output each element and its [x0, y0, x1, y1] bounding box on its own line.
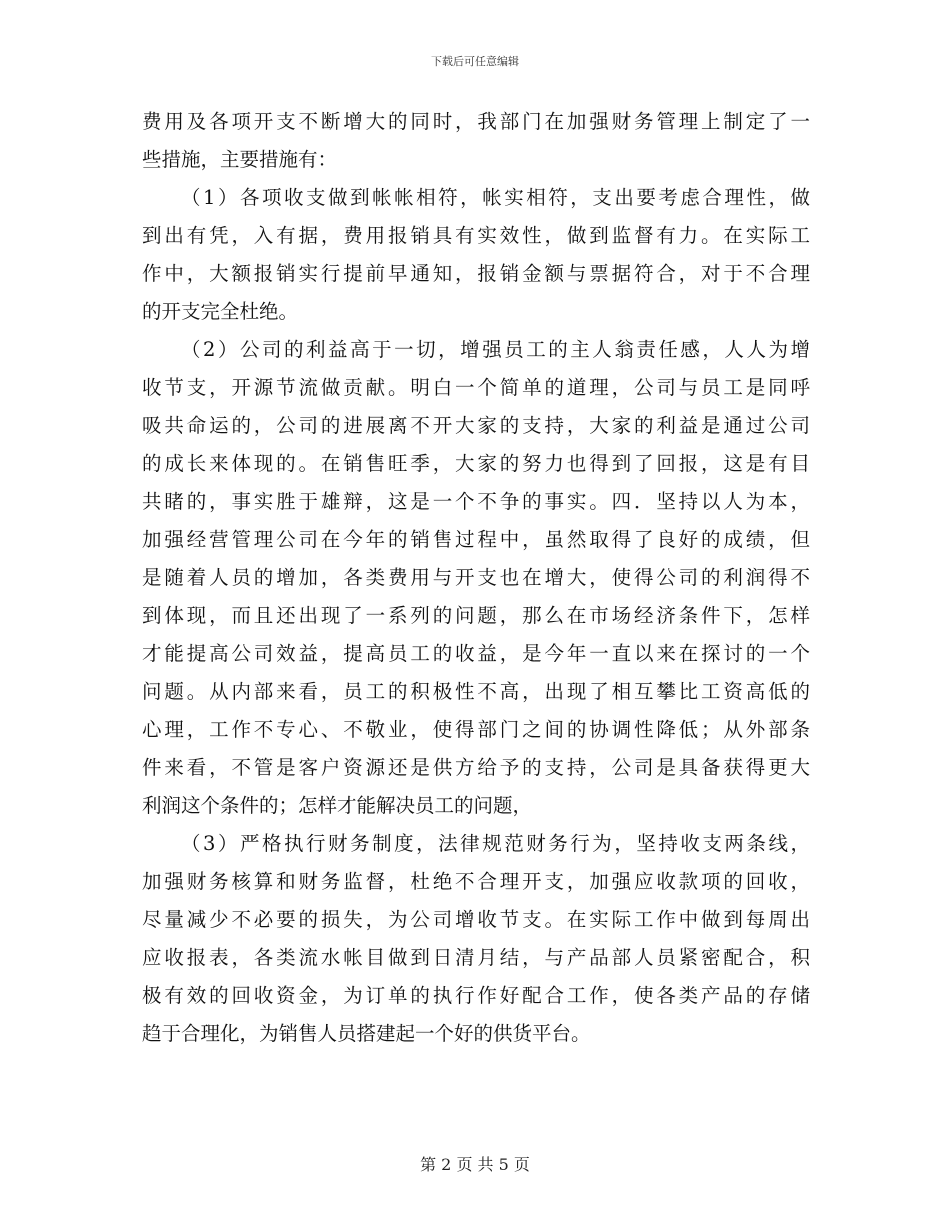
text-line: 是随着人员的增加，各类费用与开支也在增大，使得公司的利润得不 [142, 566, 810, 589]
text-line: 收节支，开源节流做贡献。明白一个简单的道理，公司与员工是同呼 [142, 376, 810, 399]
text-line: 些措施，主要措施有： [142, 148, 338, 171]
text-line: 尽量减少不必要的损失，为公司增收节支。在实际工作中做到每周出 [142, 908, 810, 931]
text-line: 问题。从内部来看，员工的积极性不高，出现了相互攀比工资高低的 [142, 680, 810, 703]
text-line: 心理，工作不专心、不敬业，使得部门之间的协调性降低；从外部条 [142, 718, 810, 741]
text-line: 到体现，而且还出现了一系列的问题，那么在市场经济条件下，怎样 [142, 604, 810, 627]
text-line: 才能提高公司效益，提高员工的收益，是今年一直以来在探讨的一个 [142, 642, 810, 665]
text-line: 加强经营管理公司在今年的销售过程中，虽然取得了良好的成绩，但 [142, 528, 810, 551]
text-line: 的成长来体现的。在销售旺季，大家的努力也得到了回报，这是有目 [142, 452, 810, 475]
text-line: 到出有凭，入有据，费用报销具有实效性，做到监督有力。在实际工 [142, 224, 810, 247]
document-body [142, 103, 810, 1053]
text-line: 的开支完全杜绝。 [142, 300, 299, 323]
text-line: 共睹的，事实胜于雄辩，这是一个不争的事实。四．坚持以人为本， [142, 490, 810, 513]
text-line: 利润这个条件的；怎样才能解决员工的问题， [142, 794, 533, 817]
text-line: 加强财务核算和财务监督，杜绝不合理开支，加强应收款项的回收， [142, 870, 810, 893]
text-line: （2）公司的利益高于一切，增强员工的主人翁责任感，人人为增 [181, 338, 810, 361]
text-line: 费用及各项开支不断增大的同时，我部门在加强财务管理上制定了一 [142, 110, 810, 133]
text-line: 件来看，不管是客户资源还是供方给予的支持，公司是具备获得更大 [142, 756, 810, 779]
page-header: 下载后可任意编辑 [431, 55, 519, 68]
text-line: 作中，大额报销实行提前早通知，报销金额与票据符合，对于不合理 [142, 262, 810, 285]
text-line: （3）严格执行财务制度，法律规范财务行为，坚持收支两条线， [181, 832, 810, 855]
text-line: 吸共命运的，公司的进展离不开大家的支持，大家的利益是通过公司 [142, 414, 810, 437]
text-line: 趋于合理化，为销售人员搭建起一个好的供货平台。 [142, 1022, 591, 1045]
text-line: 应收报表，各类流水帐目做到日清月结，与产品部人员紧密配合，积 [142, 946, 810, 969]
page-footer-page-number: 第 2 页 共 5 页 [420, 1155, 530, 1174]
text-line: 极有效的回收资金，为订单的执行作好配合工作，使各类产品的存储 [142, 984, 810, 1007]
text-line: （1）各项收支做到帐帐相符，帐实相符，支出要考虑合理性，做 [181, 186, 810, 209]
